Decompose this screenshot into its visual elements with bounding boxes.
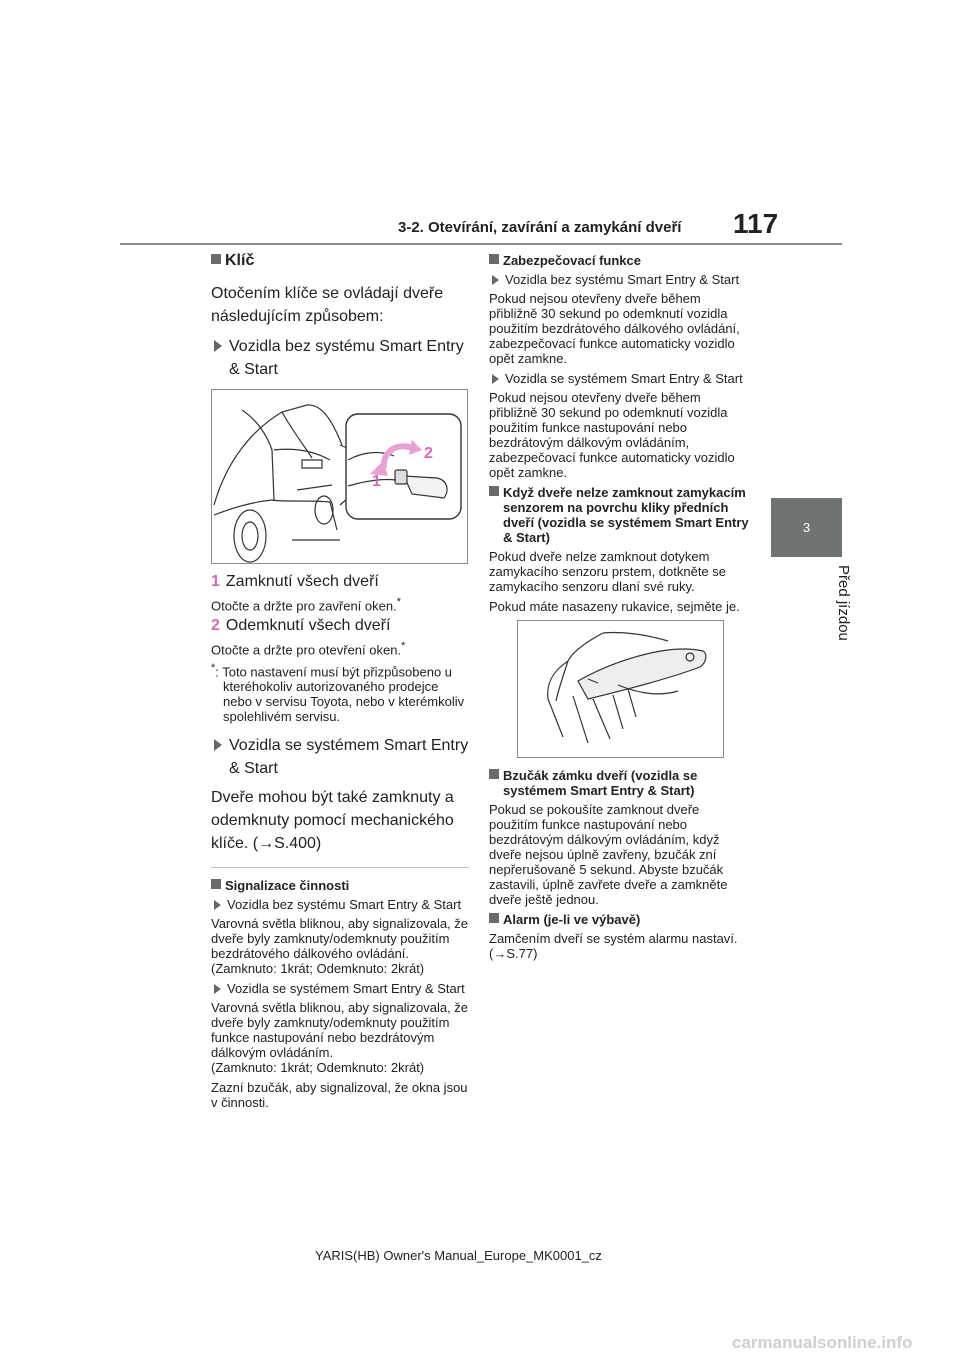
subsection-smart-entry: Vozidla se systémem Smart Entry & Start xyxy=(211,734,469,780)
section-divider xyxy=(211,867,469,868)
footer-manual-name: YARIS(HB) Owner's Manual_Europe_MK0001_cz xyxy=(315,1248,602,1263)
subsection-smart-entry: Vozidla se systémem Smart Entry & Start xyxy=(211,981,469,996)
hand-on-door-handle-illustration xyxy=(518,621,723,757)
triangle-bullet-icon xyxy=(492,374,499,384)
list-item-lock: 1 Zamknutí všech dveří xyxy=(211,573,379,590)
key-illustration xyxy=(211,389,468,564)
figure-label-2: 2 xyxy=(424,445,433,462)
square-bullet-icon xyxy=(489,769,499,779)
square-bullet-icon xyxy=(489,913,499,923)
figure-label-1: 1 xyxy=(372,473,381,490)
page-number: 117 xyxy=(733,208,779,239)
operation-text-1: Varovná světla bliknou, aby signalizovala, že dveře byly zamknuty/odemknuty použitím bezdrátového dálkového ovládání. (Zamknuto: 1krát; Odemknuto: 2krát) xyxy=(211,915,469,976)
mechanical-key-text: Dveře mohou být také zamknuty a odemknuty pomocí mechanického klíče. (→S.400) xyxy=(211,788,454,852)
note-unlock: Otočte a držte pro otevření oken.* xyxy=(211,640,406,658)
triangle-bullet-icon xyxy=(214,340,222,352)
watermark[interactable]: carmanualsonline.info xyxy=(732,1333,913,1352)
operation-text-3: Zazní bzučák, aby signalizoval, že okna jsou v činnosti. xyxy=(211,1079,468,1110)
square-bullet-icon xyxy=(211,254,221,264)
left-column xyxy=(211,252,469,1115)
list-item-unlock: 2 Odemknutí všech dveří xyxy=(211,617,391,635)
note-lock: Otočte a držte pro zavření oken.* xyxy=(211,596,401,614)
header-divider xyxy=(120,243,842,245)
subsection-no-smart-entry: Vozidla bez systému Smart Entry & Start xyxy=(211,897,469,912)
section-heading-operation: Signalizace činnosti xyxy=(211,878,469,893)
section-heading-key: Klíč xyxy=(211,252,469,270)
square-bullet-icon xyxy=(211,879,221,889)
section-heading-lock-sensor: Když dveře nelze zamknout zamykacím senzorem na povrchu kliky předních dveří (vozidla se systémem Smart Entry & Start) xyxy=(489,485,751,545)
subsection-no-smart-entry: Vozidla bez systému Smart Entry & Start xyxy=(489,272,751,287)
hand-sensor-illustration xyxy=(517,620,724,758)
section-title: 3-2. Otevírání, zavírání a zamykání dveří xyxy=(398,219,682,236)
section-heading-buzzer: Bzučák zámku dveří (vozidla se systémem Smart Entry & Start) xyxy=(489,768,751,798)
section-heading-alarm: Alarm (je-li ve výbavě) xyxy=(489,912,751,927)
square-bullet-icon xyxy=(489,486,499,496)
buzzer-text: Pokud se pokoušíte zamknout dveře použitím funkce nastupování nebo bezdrátovým dálkovým ovládáním, když dveře nejsou úplně zavřeny, bzučák zní nepřerušovaně 5 sekund. Abyste bzučák zastavili, úplně zavřete dveře a zamkněte dveře ještě jednou. xyxy=(489,802,728,907)
item-number: 1 xyxy=(211,573,220,590)
section-heading-security: Zabezpečovací funkce xyxy=(489,253,751,268)
lock-sensor-text-2: Pokud máte nasazeny rukavice, sejměte je. xyxy=(489,599,740,614)
triangle-bullet-icon xyxy=(492,275,499,285)
subsection-no-smart-entry: Vozidla bez systému Smart Entry & Start xyxy=(211,335,469,381)
item-number: 2 xyxy=(211,617,220,635)
triangle-bullet-icon xyxy=(214,900,221,910)
footnote-mark: * xyxy=(401,640,406,653)
footnote-mark: * xyxy=(396,596,401,608)
security-text-1: Pokud nejsou otevřeny dveře během přibližně 30 sekund po odemknutí vozidla použitím bezdrátového dálkového ovládání, zabezpečovací funkce automaticky vozidlo opět zamkne. xyxy=(489,291,740,366)
security-text-2: Pokud nejsou otevřeny dveře během přibližně 30 sekund po odemknutí vozidla použitím funkce nastupování nebo bezdrátovým dálkovým ovládáním, zabezpečovací funkce automaticky vozidlo opět zamkne. xyxy=(489,390,735,480)
chapter-tab[interactable]: 3 xyxy=(771,498,842,557)
right-column xyxy=(489,253,751,966)
footnote: *: Toto nastavení musí být přizpůsobeno u kteréhokoliv autorizovaného prodejce nebo v servisu Toyota, nebo v kterémkoliv spolehlivém servisu. xyxy=(211,661,465,724)
car-door-key-illustration xyxy=(212,390,467,563)
lock-sensor-text-1: Pokud dveře nelze zamknout dotykem zamykacího senzoru prstem, dotkněte se zamykacího senzoru dlaní své ruky. xyxy=(489,549,727,594)
square-bullet-icon xyxy=(489,254,499,264)
operation-text-2: Varovná světla bliknou, aby signalizovala, že dveře byly zamknuty/odemknuty použitím funkce nastupování nebo bezdrátovým dálkovým ovládáním. (Zamknuto: 1krát; Odemknuto: 2krát) xyxy=(211,999,469,1075)
triangle-bullet-icon xyxy=(214,739,222,751)
triangle-bullet-icon xyxy=(214,984,221,994)
intro-text: Otočením klíče se ovládají dveře následujícím způsobem: xyxy=(211,285,444,325)
chapter-label: Před jízdou xyxy=(835,565,852,641)
alarm-text: Zamčením dveří se systém alarmu nastaví. (→S.77) xyxy=(489,931,738,961)
subsection-smart-entry: Vozidla se systémem Smart Entry & Start xyxy=(489,371,751,386)
